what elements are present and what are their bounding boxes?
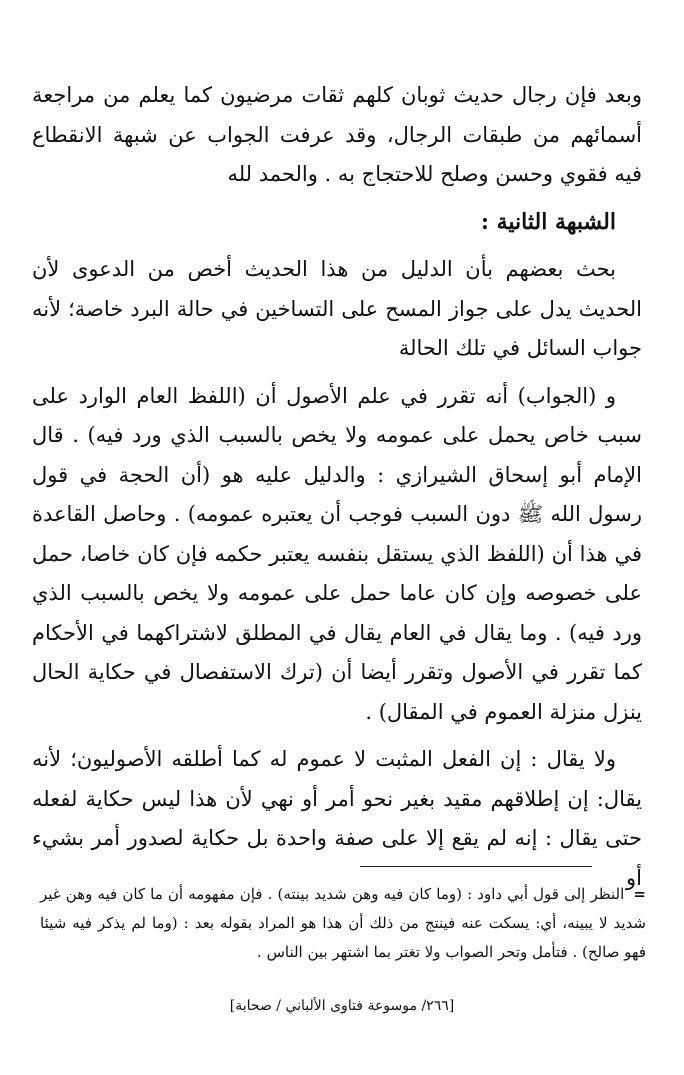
paragraph-3: و (الجواب) أنه تقرر في علم الأصول أن (اللفظ العام الوارد على سبب خاص يحمل على عمومه ولا يخص بالسبب الذي ورد فيه) . قال الإمام أبو إسحاق الشيرازي : والدليل عليه هو (أن الحجة في قول رسول الله ﷺ دون السبب فوجب أن يعتبره عمومه) . وحاصل القاعدة في هذا أن (اللفظ الذي يستقل بنفسه يعتبر حكمه فإن كان خاصا، حمل على خصوصه وإن كان عاما حمل على عمومه ولا يخص بالسبب الذي ورد فيه) . وما يقال في العام يقال في المطلق لاشتراكهما في الأحكام كما تقرر في الأصول وتقرر أيضا أن (ترك الاستفصال في حكاية الحال ينزل منزلة العموم في المقال) . [32, 383, 642, 724]
page-footer: [٢٦٦/ موسوعة فتاوى الألباني / صحابة] [229, 998, 455, 1014]
footnote-divider [360, 866, 592, 867]
paragraph-4: ولا يقال : إن الفعل المثبت لا عموم له كما أطلقه الأصوليون؛ لأنه يقال: إن إطلاقهم مقيد بغير نحو أمر أو نهي لأن هذا ليس حكاية لفعله حتى يقال : إنه لم يقع إلا على صفة واحدة بل حكاية لصدور أمر بشيء أو [32, 747, 642, 890]
footnote-marker: = [633, 885, 646, 903]
main-text [32, 76, 642, 906]
footnote-text: النظر إلى قول أبي داود : (وما كان فيه وهن شديد بينته) . فإن مفهومه أن ما كان فيه وهن غير شديد لا يبينه، أي: يسكت عنه فينتج من ذلك أن هذا هو المراد بقوله بعد : (وما لم يذكر فيه شيئا فهو صالح) . فتأمل وتحر الصواب ولا تغتر بما اشتهر بين الناس . [40, 885, 646, 961]
paragraph-1: وبعد فإن رجال حديث ثوبان كلهم ثقات مرضيون كما يعلم من مراجعة أسمائهم من طبقات الرجال، وقد عرفت الجواب عن شبهة الانقطاع فيه فقوي وحسن وصلح للاحتجاج به . والحمد لله [32, 83, 642, 186]
footnote [40, 880, 646, 967]
paragraph-2: بحث بعضهم بأن الدليل من هذا الحديث أخص من الدعوى لأن الحديث يدل على جواز المسح على التساخين في حالة البرد خاصة؛ لأنه جواب السائل في تلك الحالة [32, 257, 642, 360]
section-heading: الشبهة الثانية : [480, 208, 616, 235]
